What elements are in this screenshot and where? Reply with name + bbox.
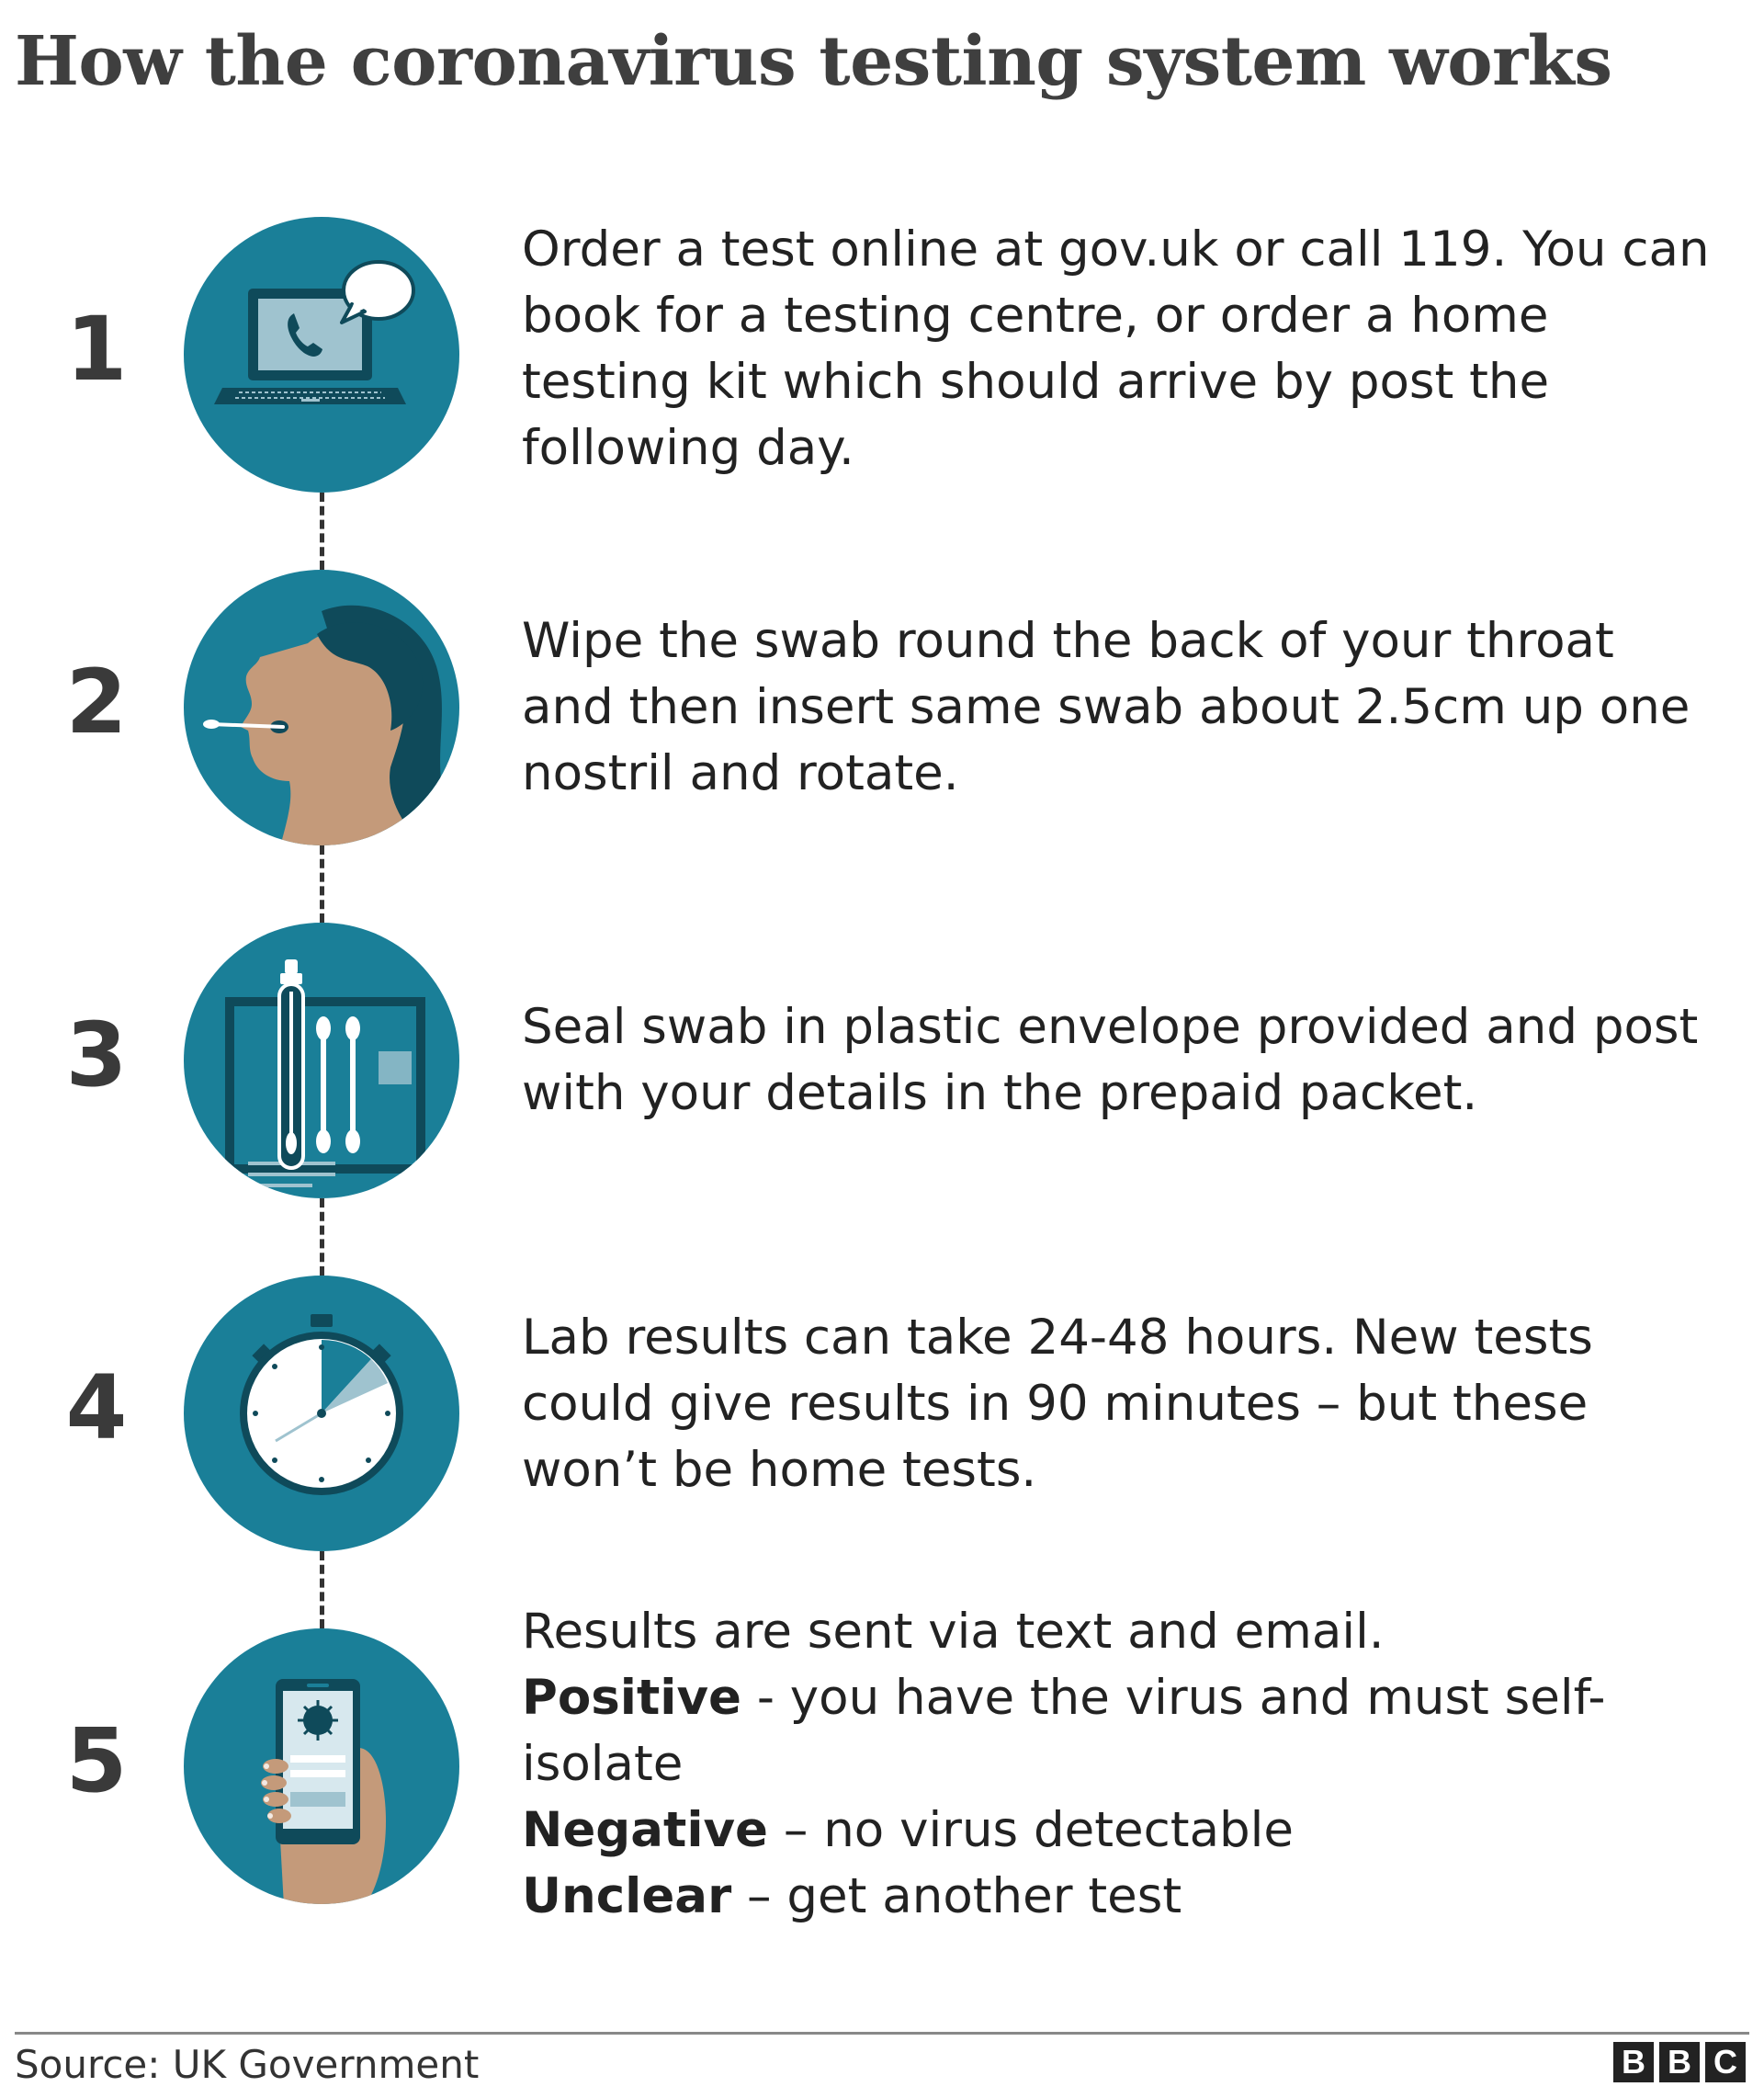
step-number: 3 [65,1004,128,1106]
result-negative [522,1797,1716,1864]
page-title: How the coronavirus testing system works [15,22,1612,101]
result-label: Unclear [522,1868,732,1924]
logo-letter: B [1659,2042,1700,2082]
source-note: Source: UK Government [15,2042,480,2087]
step-number: 4 [65,1356,128,1459]
result-desc: – no virus detectable [768,1802,1295,1858]
result-unclear [522,1864,1716,1930]
result-desc: - you have the virus and must self-isolate [522,1670,1606,1792]
step-number: 2 [65,651,128,754]
laptop-phone-icon [184,217,459,493]
step-description: Seal swab in plastic envelope provided and post with your details in the prepaid packet. [522,999,1699,1121]
footer-divider [15,2032,1749,2035]
result-positive [522,1665,1716,1797]
step-connector [320,1551,324,1628]
step-number: 5 [65,1709,128,1812]
logo-letter: C [1705,2042,1746,2082]
step-description: Order a test online at gov.uk or call 119. You can book for a testing centre, or order a home testing kit which should arrive by post the following day. [522,221,1710,476]
step-number: 1 [65,298,128,401]
step-connector [320,845,324,923]
result-desc: – get another test [731,1868,1182,1924]
bbc-logo [1613,2042,1746,2082]
throat-swab-icon [184,570,459,845]
step-description: Results are sent via text and email. [522,1604,1385,1660]
step-description: Wipe the swab round the back of your throat and then insert same swab about 2.5cm up one nostril and rotate. [522,613,1690,801]
result-label: Negative [522,1802,769,1858]
step-5-text [522,1599,1716,1930]
result-label: Positive [522,1670,741,1726]
step-1-text [522,217,1716,482]
step-connector [320,1198,324,1276]
logo-letter: B [1613,2042,1654,2082]
stopwatch-icon [184,1276,459,1551]
step-4-text [522,1305,1716,1503]
step-connector [320,493,324,570]
step-3-text [522,994,1716,1127]
step-2-text [522,608,1716,807]
step-description: Lab results can take 24-48 hours. New tests could give results in 90 minutes – but these won’t be home tests. [522,1310,1593,1498]
phone-result-icon [184,1628,459,1904]
swab-envelope-icon [184,923,459,1198]
